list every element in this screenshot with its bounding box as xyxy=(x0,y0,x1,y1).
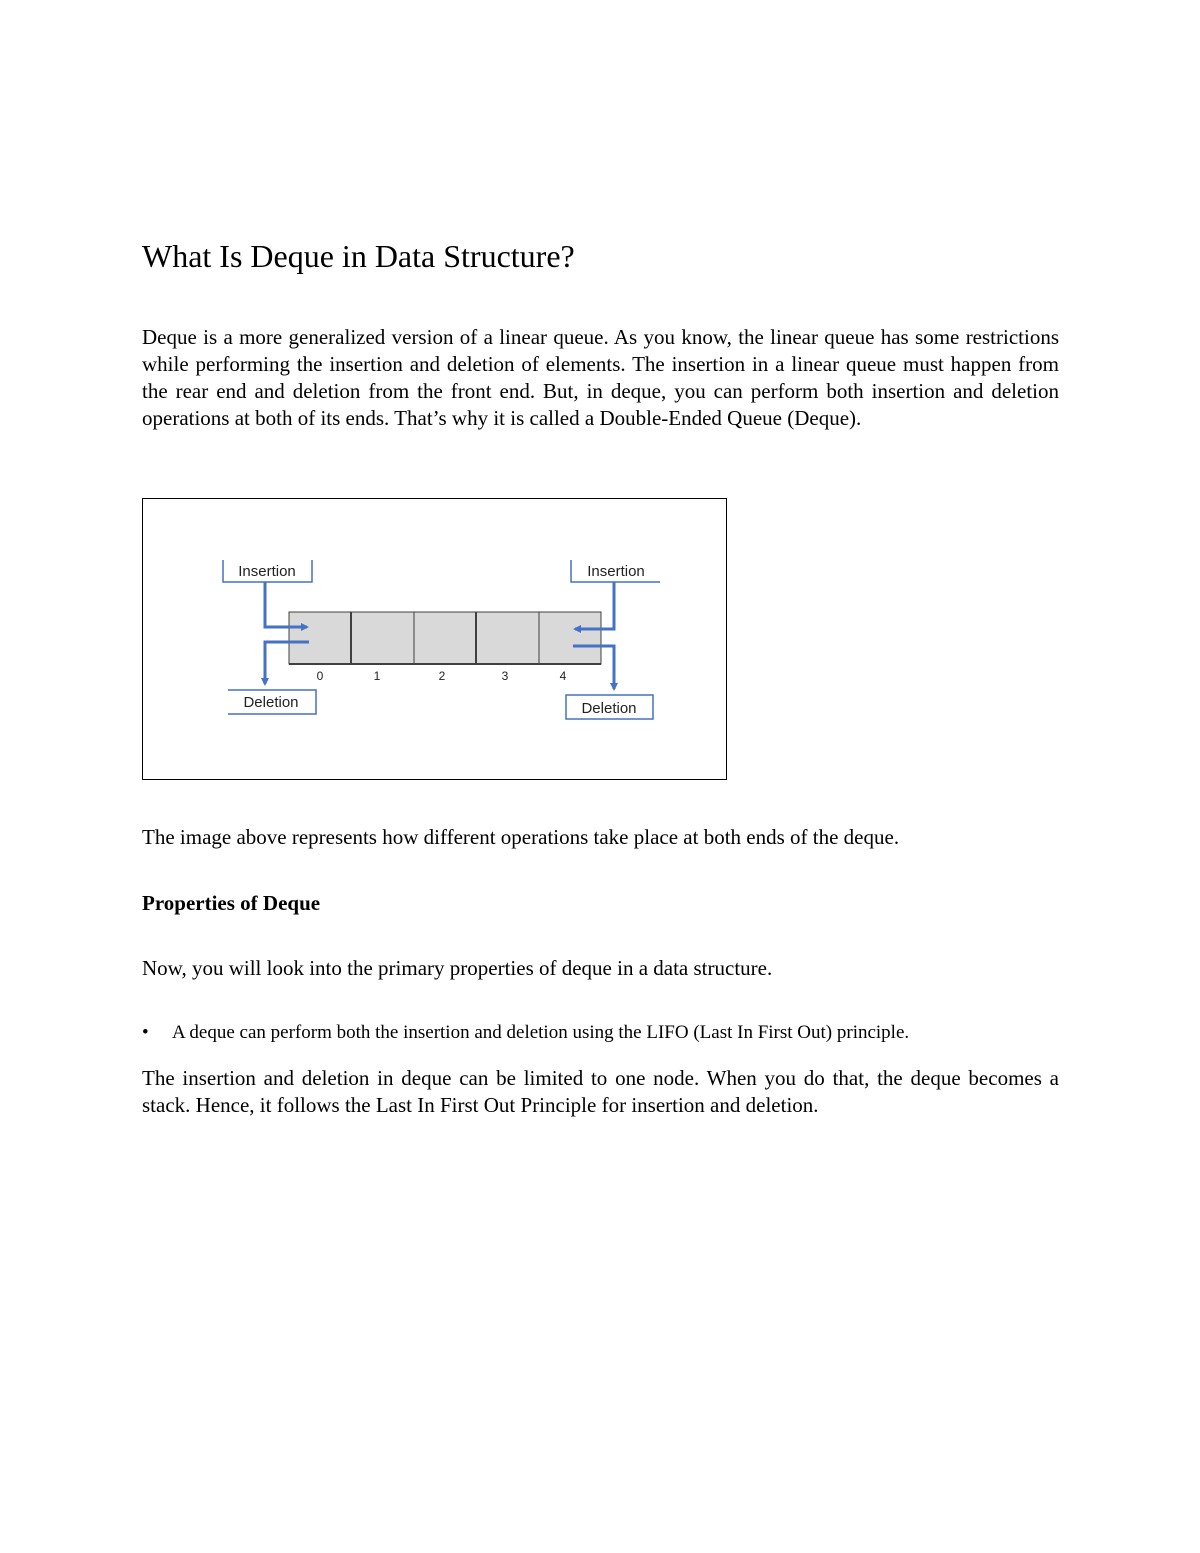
properties-list xyxy=(142,1020,1059,1046)
deque-cell xyxy=(476,612,539,664)
right-deletion-label-box xyxy=(566,695,653,719)
left-insertion-label-box xyxy=(223,560,312,582)
index-label: 1 xyxy=(373,669,381,683)
deque-cells xyxy=(289,612,601,664)
deque-cell xyxy=(351,612,414,664)
right-deletion-label: Deletion xyxy=(581,700,637,717)
page-title: What Is Deque in Data Structure? xyxy=(142,238,575,274)
closing-paragraph: The insertion and deletion in deque can be limited to one node. When you do that, the deque becomes a stack. Hence, it follows the Last In First Out Principle for insertion and deletion. xyxy=(142,1066,1059,1117)
figure-caption: The image above represents how different operations take place at both ends of the deque. xyxy=(142,825,900,849)
deque-cell xyxy=(539,612,601,664)
deque-diagram-svg xyxy=(143,499,728,781)
right-insertion-label: Insertion xyxy=(587,563,645,580)
deque-cell xyxy=(289,612,351,664)
index-label: 3 xyxy=(501,669,509,683)
section-lead: Now, you will look into the primary properties of deque in a data structure. xyxy=(142,956,773,980)
bullet-icon: • xyxy=(142,1022,149,1043)
list-item-text: A deque can perform both the insertion and deletion using the LIFO (Last In First Out) principle. xyxy=(172,1022,910,1043)
right-insertion-label-box xyxy=(571,560,660,582)
list-item xyxy=(142,1020,1059,1046)
deque-cell xyxy=(414,612,476,664)
left-deletion-label-box xyxy=(228,690,316,714)
left-deletion-label: Deletion xyxy=(243,694,299,711)
section-heading: Properties of Deque xyxy=(142,891,321,915)
index-label: 0 xyxy=(316,669,324,683)
left-insertion-label: Insertion xyxy=(238,563,296,580)
index-label: 2 xyxy=(438,669,446,683)
index-label: 4 xyxy=(559,669,567,683)
deque-diagram xyxy=(142,498,727,780)
intro-paragraph: Deque is a more generalized version of a linear queue. As you know, the linear queue has some restrictions while performing the insertion and deletion of elements. The insertion in a linear queue must happen from the rear end and deletion from the front end. But, in deque, you can perform both insertion and deletion operations at both of its ends. That’s why it is called a Double-Ended Queue (Deque). xyxy=(142,325,1059,430)
